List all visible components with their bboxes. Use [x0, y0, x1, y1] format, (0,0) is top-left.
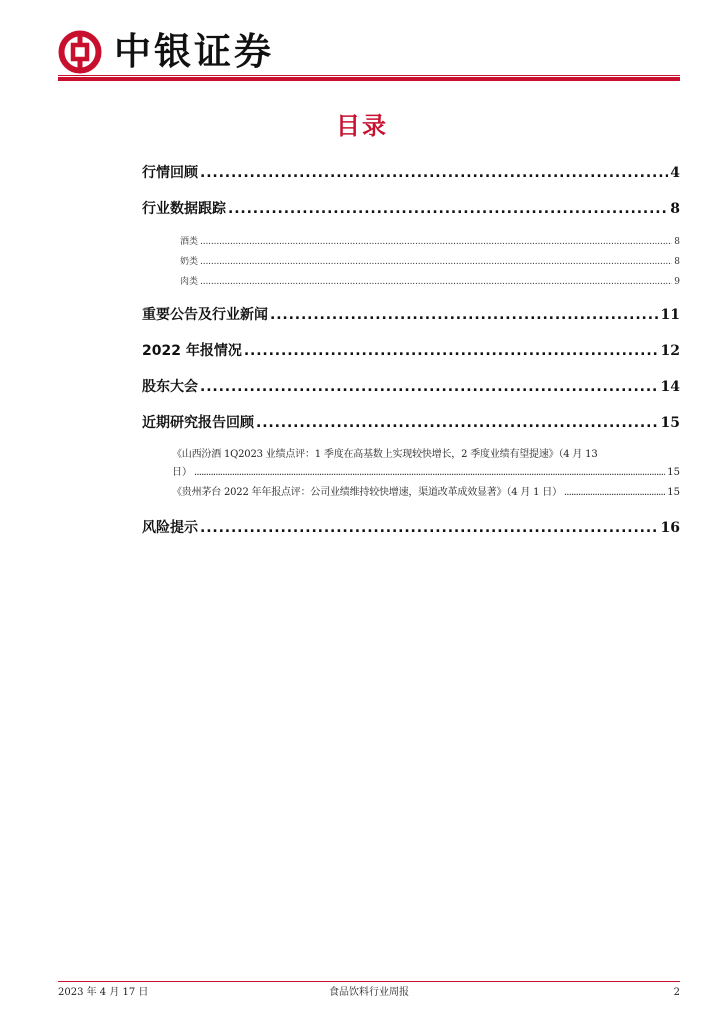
toc-entry-page: 12 [660, 343, 680, 359]
toc-entry-recent-reports[interactable] [142, 413, 680, 433]
toc-entry-label: 重要公告及行业新闻 [142, 307, 268, 323]
header-rule-thick [58, 77, 680, 81]
toc-entry-label: 股东大会 [142, 379, 198, 395]
dot-leader [200, 518, 659, 538]
dot-leader [270, 305, 659, 325]
dot-leader [200, 275, 672, 289]
toc-entry-label: 风险提示 [142, 520, 198, 536]
toc-entry-label: 酒类 [180, 237, 199, 247]
dot-leader [200, 377, 659, 397]
toc-entry-line [172, 484, 680, 502]
dot-leader [256, 413, 659, 433]
footer-report-name: 食品饮料行业周报 [329, 987, 409, 998]
toc-entry-page: 9 [674, 277, 680, 287]
dot-leader [200, 255, 672, 269]
toc-entry-page: 15 [667, 487, 680, 498]
toc-subentry-meat[interactable] [180, 275, 680, 289]
toc-entry-label: 奶类 [180, 257, 199, 267]
toc-entry-shareholder-meetings[interactable] [142, 377, 680, 397]
dot-leader [244, 341, 659, 361]
toc-entry-page: 11 [660, 307, 680, 323]
footer-page-number: 2 [673, 987, 680, 998]
dot-leader [228, 199, 668, 219]
footer-date: 2023 年 4 月 17 日 [58, 987, 149, 998]
toc-title: 目录 [336, 112, 388, 140]
toc-entry-announcements-news[interactable] [142, 305, 680, 325]
toc-entry-page: 4 [670, 165, 680, 181]
toc-entry-risk-warning[interactable] [142, 518, 680, 538]
header-rule-thin [58, 75, 680, 76]
toc-entry-page: 8 [674, 237, 680, 247]
toc-entry-line2 [172, 464, 680, 482]
dot-leader [564, 484, 665, 502]
toc-entry-page: 8 [674, 257, 680, 267]
toc-entry-page: 14 [660, 379, 680, 395]
toc-entry-label-line2: 日） [172, 467, 192, 478]
toc-entry-page: 16 [660, 520, 680, 536]
toc-subentry-liquor[interactable] [180, 235, 680, 249]
toc-entry-label: 2022 年报情况 [142, 343, 242, 359]
boc-coin-logo-icon [58, 30, 102, 74]
toc-entry-page: 8 [670, 201, 680, 217]
toc-entry-label: 行情回顾 [142, 165, 198, 181]
toc-entry-market-review[interactable] [142, 163, 680, 183]
toc-entry-industry-data[interactable] [142, 199, 680, 219]
toc-subentry-fenjiu-report[interactable] [172, 446, 680, 482]
toc-entry-label-line1: 《山西汾酒 1Q2023 业绩点评：1 季度在高基数上实现较快增长，2 季度业绩有望提速》（4 月 13 [172, 449, 598, 460]
toc-subentry-dairy[interactable] [180, 255, 680, 269]
toc-entry-label: 行业数据跟踪 [142, 201, 226, 217]
toc-entry-label: 《贵州茅台 2022 年年报点评：公司业绩维持较快增速，渠道改革成效显著》（4 月 1 日） [172, 487, 562, 498]
toc-subentry-moutai-report[interactable] [172, 484, 680, 502]
page-header [58, 26, 680, 86]
toc-entry-page: 15 [660, 415, 680, 431]
toc-entry-page: 15 [667, 467, 680, 478]
toc-entry-label: 近期研究报告回顾 [142, 415, 254, 431]
brand-name: 中银证券 [114, 30, 274, 73]
toc-entry-label: 肉类 [180, 277, 199, 287]
dot-leader [200, 235, 672, 249]
dot-leader [200, 163, 668, 183]
footer-rule [58, 981, 680, 982]
toc-entry-annual-reports[interactable] [142, 341, 680, 361]
dot-leader [194, 464, 665, 482]
